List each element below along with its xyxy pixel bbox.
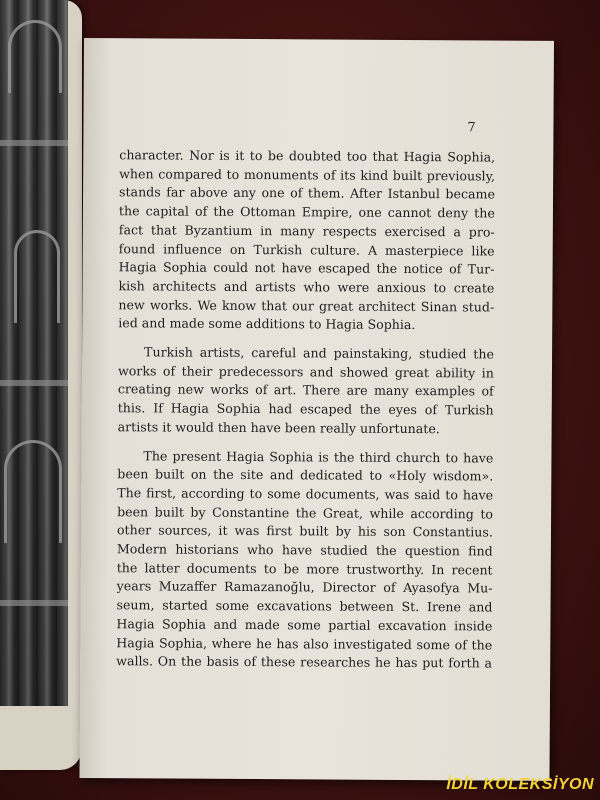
text-line: when compared to monuments of its kind built previously, [119, 165, 496, 184]
photo-gallery-band [0, 140, 68, 146]
text-line: the latter documents to be more trustworthy. In recent [116, 559, 493, 578]
text-line: walls. On the basis of these researches he has put forth a [116, 653, 493, 671]
page-number: 7 [467, 120, 476, 136]
paragraph-2 [118, 343, 495, 439]
text-line: stands far above any one of them. After Istanbul became [119, 184, 495, 202]
text-line: seum, started some excavations between St. Irene and [116, 597, 493, 615]
text-line: new works. We know that our great architect Sinan stud- [118, 296, 495, 315]
text-line: found influence on Turkish culture. A masterpiece like [118, 240, 495, 259]
watermark-text: İDİL KOLEKSİYON [446, 776, 594, 793]
text-line: character. Nor is it to be doubted too that Hagia Sophia, [119, 147, 496, 165]
photo-arch [14, 230, 60, 323]
text-line: ied and made some additions to Hagia Sophia. [118, 315, 416, 333]
text-line: Modern historians who have studied the question find [116, 541, 493, 559]
body-text [116, 146, 495, 673]
interior-photograph [0, 0, 68, 706]
text-line: the capital of the Ottoman Empire, one cannot deny the [118, 203, 495, 221]
text-line: years Muzaffer Ramazanoğlu, Director of Ayasofya Mu- [116, 578, 493, 596]
photo-gallery-band [0, 600, 68, 606]
text-line: this. If Hagia Sophia had escaped the eyes of Turkish [117, 400, 494, 418]
book-page [79, 38, 554, 781]
text-line: The present Hagia Sophia is the third church to have [143, 447, 494, 466]
photo-arch [4, 440, 62, 543]
paragraph-1 [118, 146, 495, 335]
paragraph-3 [116, 447, 493, 674]
facing-page [0, 0, 82, 770]
text-line: Turkish artists, careful and painstaking, studied the [144, 344, 495, 362]
text-line: artists it would then have been really unfortunate. [117, 419, 440, 437]
text-line: Hagia Sophia and made some partial excavation inside [116, 616, 493, 634]
text-line: been built on the site and dedicated to «Holy wisdom». [117, 466, 494, 484]
text-line: works of their predecessors and showed great ability in [117, 362, 494, 381]
text-line: The first, according to some documents, was said to have [117, 485, 494, 503]
text-line: fact that Byzantium in many respects exercised a pro- [118, 222, 495, 240]
text-line: creating new works of art. There are many examples of [117, 381, 494, 399]
text-line: kish architects and artists who were anxious to create [118, 278, 495, 296]
text-line: other sources, it was first built by his son Constantius. [116, 522, 493, 540]
photo-gallery-band [0, 380, 68, 386]
text-line: Hagia Sophia, where he has also investigated some of the [116, 634, 493, 653]
text-line: Hagia Sophia could not have escaped the notice of Tur- [118, 259, 495, 277]
photo-arch [8, 20, 62, 93]
text-line: been built by Constantine the Great, while according to [117, 503, 494, 522]
